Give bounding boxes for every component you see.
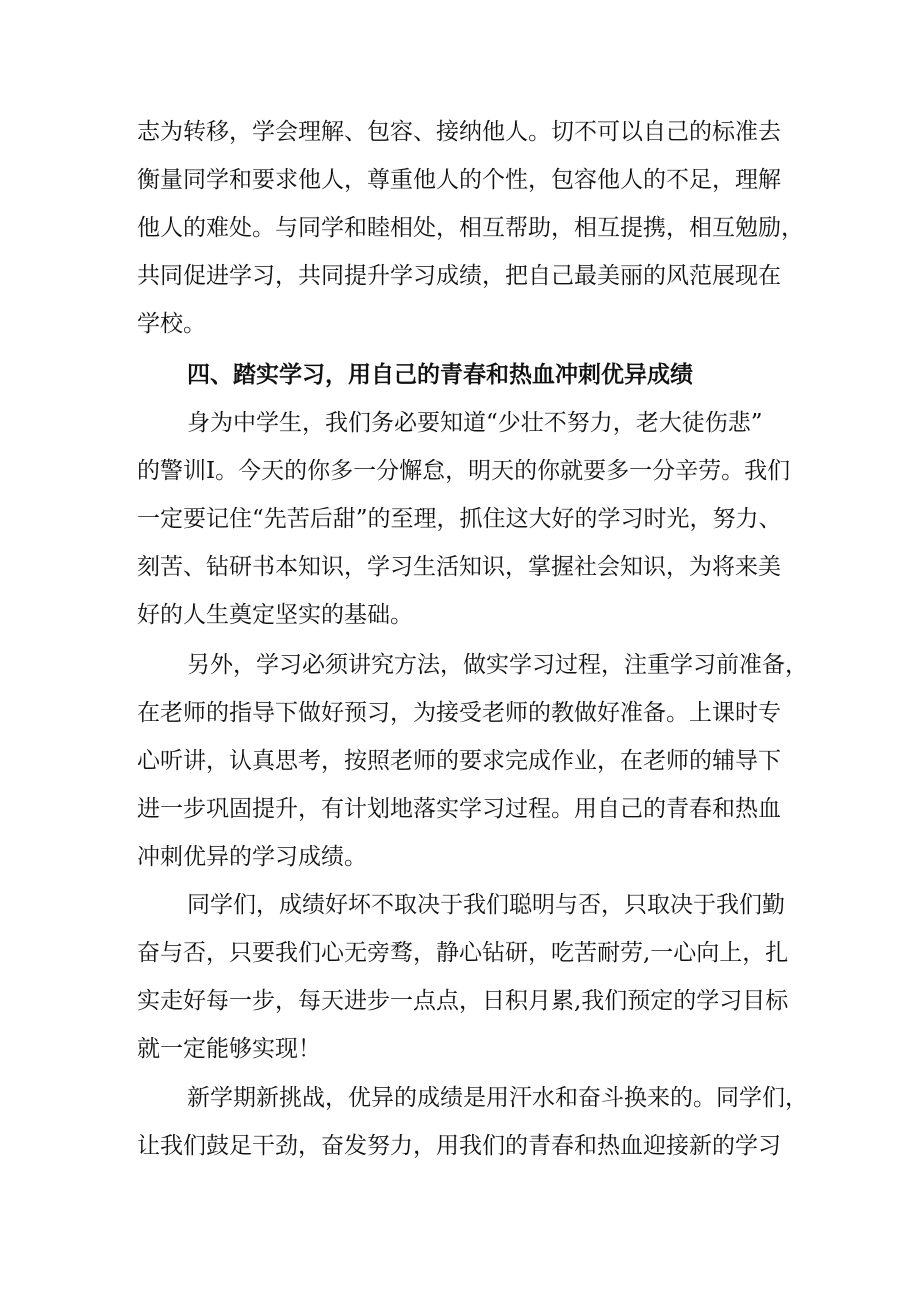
text-line: 心听讲，认真思考，按照老师的要求完成作业，在老师的辅导下 (137, 748, 781, 774)
text-line: 冲刺优异的学习成绩。 (137, 844, 367, 870)
text-line: 志为转移，学会理解、包容、接纳他人。切不可以自己的标准去 (137, 119, 781, 145)
text-line: 他人的难处。与同学和睦相处，相互帮助，相互提携，相互勉励， (137, 215, 804, 241)
text-line: 实走好每一步，每天进步一点点，日积月累,我们预定的学习目标 (137, 988, 789, 1014)
section-heading: 四、踏实学习，用自己的青春和热血冲刺优异成绩 (187, 362, 693, 388)
text-line: 学校。 (137, 311, 206, 337)
text-line: 刻苦、钻研书本知识，学习生活知识，掌握社会知识，为将来美 (137, 554, 781, 580)
text-line: 进一步巩固提升，有计划地落实学习过程。用自己的青春和热血 (137, 796, 781, 822)
text-line: 一定要记住“先苦后甜”的至理，抓住这大好的学习时光，努力、 (137, 506, 782, 532)
text-line: 衡量同学和要求他人，尊重他人的个性，包容他人的不足，理解 (137, 167, 781, 193)
text-line: 身为中学生，我们务必要知道“少壮不努力，老大徒伤悲” (187, 410, 763, 436)
text-line: 好的人生奠定坚实的基础。 (137, 602, 413, 628)
text-line: 让我们鼓足干劲，奋发努力，用我们的青春和热血迎接新的学习 (137, 1133, 781, 1159)
text-line: 新学期新挑战，优异的成绩是用汗水和奋斗换来的。同学们， (187, 1085, 808, 1111)
text-line: 在老师的指导下做好预习，为接受老师的教做好准备。上课时专 (137, 700, 781, 726)
text-line: 共同促进学习，共同提升学习成绩，把自己最美丽的风范展现在 (137, 263, 781, 289)
text-line: 就一定能够实现！ (137, 1036, 321, 1062)
text-line: 同学们，成绩好坏不取决于我们聪明与否，只取决于我们勤 (187, 892, 785, 918)
text-line: 另外，学习必须讲究方法，做实学习过程，注重学习前准备， (187, 652, 808, 678)
text-line: 奋与否，只要我们心无旁骛，静心钻研，吃苦耐劳,一心向上，扎 (137, 940, 789, 966)
text-line: 的警训I。今天的你多一分懈怠，明天的你就要多一分辛劳。我们 (137, 458, 791, 484)
